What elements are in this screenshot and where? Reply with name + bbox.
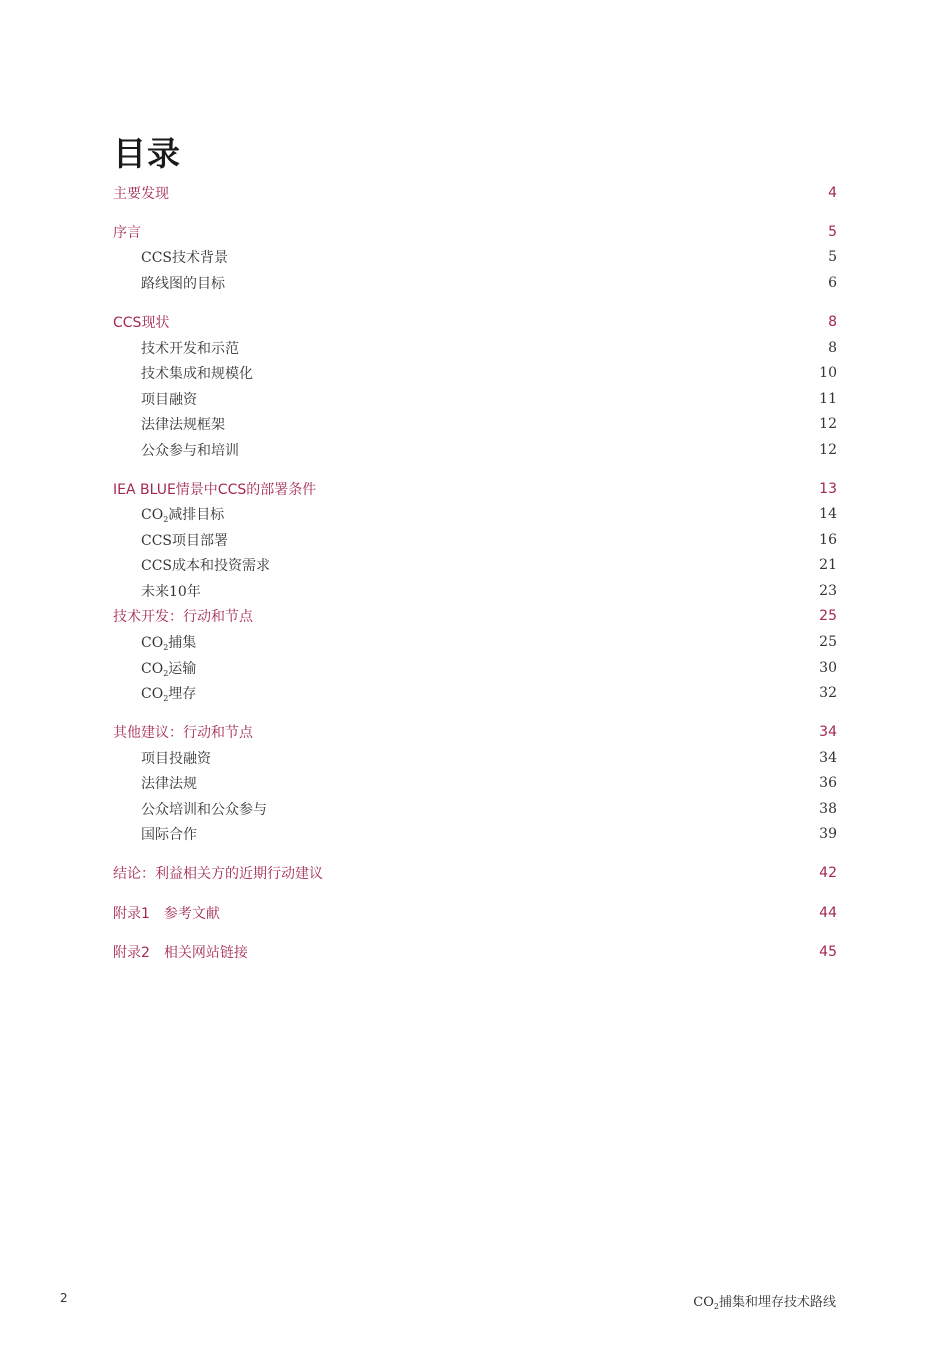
toc-page-number: 44 — [819, 905, 837, 921]
toc-page-number: 14 — [819, 506, 837, 522]
toc-page-number: 45 — [819, 944, 837, 960]
toc-entry[interactable] — [113, 682, 837, 704]
toc-section-label: 技术开发：行动和节点 — [113, 609, 253, 625]
toc-entry-label: CCS项目部署 — [141, 533, 229, 549]
co2-subscript: 2 — [163, 515, 169, 524]
footer-co2-prefix: CO — [693, 1295, 714, 1310]
toc-section-label: IEA BLUE情景中CCS的部署条件 — [113, 482, 317, 498]
toc-section[interactable] — [113, 478, 837, 500]
toc-entry[interactable] — [113, 529, 837, 551]
toc-section-label: 其他建议：行动和节点 — [113, 725, 253, 741]
toc-page-number: 16 — [819, 532, 837, 548]
toc-entry[interactable] — [113, 503, 837, 525]
toc-entry[interactable] — [113, 798, 837, 820]
co2-prefix: CO — [141, 507, 164, 523]
toc-section-label: 主要发现 — [113, 186, 169, 202]
page-title: 目录 — [113, 134, 181, 173]
toc-entry-label: 项目融资 — [141, 392, 197, 408]
toc-page-number: 23 — [819, 583, 837, 599]
toc-page-number: 4 — [828, 185, 837, 201]
footer-doc-title — [693, 1291, 836, 1310]
co2-prefix: CO — [141, 661, 164, 677]
toc-entry-label — [113, 632, 196, 652]
footer-title-text: 捕集和埋存技术路线 — [718, 1295, 836, 1310]
toc-section[interactable] — [113, 311, 837, 333]
toc-entry[interactable] — [113, 388, 837, 410]
toc-entry[interactable] — [113, 580, 837, 602]
toc-entry-label: 未来10年 — [141, 584, 201, 600]
toc-page-number: 5 — [828, 224, 837, 240]
toc-section[interactable] — [113, 902, 837, 924]
toc-entry[interactable] — [113, 823, 837, 845]
toc-page-number: 30 — [819, 660, 837, 676]
co2-subscript: 2 — [163, 694, 169, 703]
toc-page-number: 25 — [819, 634, 837, 650]
toc-section[interactable] — [113, 221, 837, 243]
toc-entry-label: 法律法规 — [141, 776, 197, 792]
toc-page-number: 38 — [819, 801, 837, 817]
toc-section-label: 附录1 参考文献 — [113, 906, 220, 922]
toc-entry-label — [113, 683, 196, 703]
toc-page-number: 10 — [819, 365, 837, 381]
toc-page-number: 8 — [828, 340, 837, 356]
co2-prefix: CO — [141, 635, 164, 651]
toc-entry[interactable] — [113, 337, 837, 359]
toc-page-number: 34 — [819, 750, 837, 766]
toc-page-number: 6 — [828, 275, 837, 291]
toc-page-number: 12 — [819, 442, 837, 458]
toc-section[interactable] — [113, 721, 837, 743]
toc-page-number: 36 — [819, 775, 837, 791]
toc-entry-label: 国际合作 — [141, 827, 197, 843]
toc-section-label: 附录2 相关网站链接 — [113, 945, 248, 961]
toc-entry-text: 捕集 — [168, 635, 197, 651]
toc-entry-label: CCS成本和投资需求 — [141, 558, 271, 574]
toc-entry-label — [113, 658, 196, 678]
co2-subscript: 2 — [163, 643, 169, 652]
toc-entry[interactable] — [113, 246, 837, 268]
toc-page-number: 13 — [819, 481, 837, 497]
toc-page-number: 42 — [819, 865, 837, 881]
co2-subscript: 2 — [163, 669, 169, 678]
toc-entry-label: 公众参与和培训 — [141, 443, 239, 459]
toc-section-label: CCS现状 — [113, 315, 170, 331]
toc-entry[interactable] — [113, 747, 837, 769]
toc-entry[interactable] — [113, 631, 837, 653]
toc-entry-text: 减排目标 — [168, 507, 225, 523]
toc-entry[interactable] — [113, 413, 837, 435]
toc-entry-text: 埋存 — [168, 686, 197, 702]
toc-page-number: 12 — [819, 416, 837, 432]
toc-entry-label: 路线图的目标 — [141, 276, 225, 292]
toc-entry[interactable] — [113, 439, 837, 461]
toc-entry[interactable] — [113, 657, 837, 679]
toc-entry[interactable] — [113, 272, 837, 294]
toc-entry[interactable] — [113, 772, 837, 794]
footer-page-number: 2 — [60, 1291, 68, 1305]
toc-page-number: 21 — [819, 557, 837, 573]
toc-entry-label — [113, 504, 224, 524]
toc-section[interactable] — [113, 605, 837, 627]
toc-section-label: 结论：利益相关方的近期行动建议 — [113, 866, 323, 882]
toc-entry-label: 法律法规框架 — [141, 417, 225, 433]
toc-section[interactable] — [113, 182, 837, 204]
footer-co2-subscript: 2 — [713, 1302, 719, 1311]
toc-section-label: 序言 — [113, 225, 141, 241]
toc-entry-label: 技术集成和规模化 — [141, 366, 253, 382]
toc-entry-label: 项目投融资 — [141, 751, 211, 767]
toc-page-number: 25 — [819, 608, 837, 624]
toc-page-number: 8 — [828, 314, 837, 330]
toc-entry-label: 公众培训和公众参与 — [141, 802, 267, 818]
toc-entry[interactable] — [113, 554, 837, 576]
toc-page-number: 5 — [828, 249, 837, 265]
co2-prefix: CO — [141, 686, 164, 702]
toc-page-number: 34 — [819, 724, 837, 740]
toc-entry[interactable] — [113, 362, 837, 384]
toc-page-number: 11 — [819, 391, 837, 407]
toc-entry-label: CCS技术背景 — [141, 250, 229, 266]
toc-section[interactable] — [113, 862, 837, 884]
toc-section[interactable] — [113, 941, 837, 963]
toc-page-number: 32 — [819, 685, 837, 701]
toc-page-number: 39 — [819, 826, 837, 842]
toc-entry-label: 技术开发和示范 — [141, 341, 239, 357]
toc-entry-text: 运输 — [168, 661, 197, 677]
